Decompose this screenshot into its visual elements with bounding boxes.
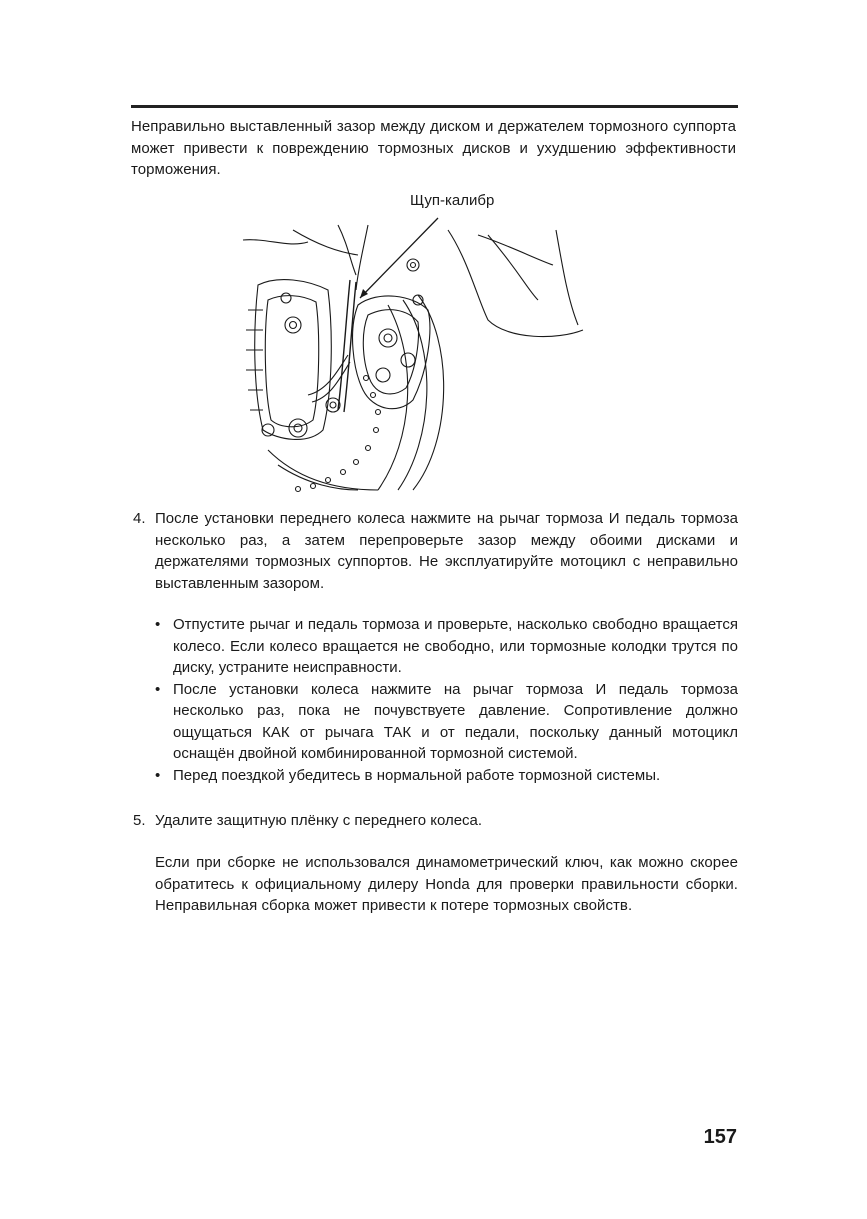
step-4-text: После установки переднего колеса нажмите на рычаг тормоза И педаль тормоза несколько раз, а затем перепроверьте зазор между обоими дисками и держателями тормозных суппортов. Не эксплуатируйте мотоцикл с неправильно выставленным зазором. — [155, 510, 738, 592]
bullet-text: После установки колеса нажмите на рычаг тормоза И педаль тормоза несколько раз, пока не почувствуете давление. Сопротивление должно ощущаться КАК от рычага ТАК и от педали, поскольку данный мотоцикл оснащён двойной комбинированной тормозной системой. — [173, 680, 738, 762]
list-item — [155, 679, 738, 765]
top-rule — [131, 105, 738, 108]
page-number: 157 — [703, 1126, 737, 1148]
bullet-marker: • — [155, 680, 161, 698]
step-5-number: 5. — [133, 812, 146, 829]
bullet-list — [155, 614, 738, 786]
step-4-number: 4. — [133, 510, 146, 527]
warning-paragraph: Неправильно выставленный зазор между диском и держателем тормозного суппорта может привести к повреждению тормозных дисков и ухудшению эффективности торможения. — [131, 118, 736, 178]
bullet-text: Отпустите рычаг и педаль тормоза и проверьте, насколько свободно вращается колесо. Если колесо вращается не свободно, или тормозные колодки трутся по диску, устраните неисправности. — [173, 616, 738, 676]
brake-caliper-illustration — [238, 190, 588, 495]
bullet-marker: • — [155, 766, 161, 784]
list-item — [155, 614, 738, 679]
final-note: Если при сборке не использовался динамометрический ключ, как можно скорее обратитесь к официальному дилеру Honda для проверки правильности сборки. Неправильная сборка может привести к потере тормозных свойств. — [155, 854, 738, 914]
step-5-text: Удалите защитную плёнку с переднего колеса. — [155, 812, 483, 829]
bullet-text: Перед поездкой убедитесь в нормальной работе тормозной системы. — [173, 766, 661, 784]
list-item — [155, 765, 738, 787]
bullet-marker: • — [155, 616, 161, 633]
figure-callout-label: Щуп-калибр — [410, 192, 495, 209]
